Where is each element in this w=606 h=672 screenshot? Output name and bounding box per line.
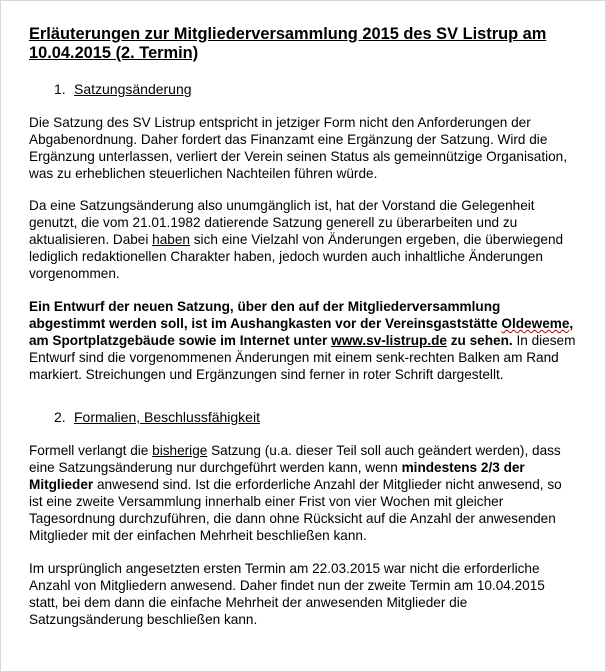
website-link[interactable]: www.sv-listrup.de — [331, 333, 447, 348]
section-number: 1. — [54, 81, 66, 97]
section-heading-satzungsaenderung — [54, 81, 192, 98]
underlined-word: bisherige — [152, 443, 208, 458]
paragraph-formell: Formell verlangt die bisherige Satzung (u.a. dieser Teil soll auch geändert werden), dass eine Satzungsänderung nur durchgeführt werden kann, wenn mindestens 2/3 der Mitglieder anwesend sind. Ist die erforderliche Anzahl der Mitglieder nicht anwesend, so ist eine zweite Versammlung innerhalb einer Frist von vier Wochen mit gleicher Tagesordnung durchzuführen, die dann ohne Rücksicht auf die Anzahl der anwesenden Mitglieder mit der einfachen Mehrheit beschließen kann. — [29, 443, 562, 543]
spellcheck-word: Oldeweme — [501, 316, 570, 331]
document-title: Erläuterungen zur Mitgliederversammlung 2015 des SV Listrup am 10.04.2015 (2. Termin) — [29, 25, 547, 62]
paragraph-termin: Im ursprünglich angesetzten ersten Termin am 22.03.2015 war nicht die erforderliche Anzahl von Mitgliedern anwesend. Daher findet nun der zweite Termin am 10.04.2015 statt, bei dem dann die einfache Mehrheit der anwesenden Mitglieder die Satzungsänderung beschließen kann. — [29, 561, 545, 627]
section-heading-formalien — [54, 409, 260, 426]
paragraph-ueberarbeitung: Da eine Satzungsänderung also unumgänglich ist, hat der Vorstand die Gelegenheit genutzt, die vom 21.01.1982 datierende Satzung generell zu überarbeiten und zu aktualisieren. Dabei haben sich eine Vielzahl von Änderungen ergeben, die überwiegend lediglich redaktionellen Charakter haben, jedoch wurden auch inhaltliche Änderungen vorgenommen. — [29, 198, 564, 281]
bold-quorum: mindestens 2/3 der Mitglieder — [29, 460, 525, 492]
section-title: Formalien, Beschlussfähigkeit — [74, 409, 260, 425]
section-title: Satzungsänderung — [74, 81, 192, 97]
section-number: 2. — [54, 409, 66, 425]
paragraph-abgabenordnung: Die Satzung des SV Listrup entspricht in jetziger Form nicht den Anforderungen der Abgabenordnung. Daher fordert das Finanzamt eine Ergänzung der Satzung. Wird die Ergänzung unterlassen, verliert der Verein seinen Status als gemeinnützige Organisation, was zu erheblichen steuerlichen Nachteilen führen würde. — [29, 115, 568, 181]
underlined-word: haben — [152, 232, 190, 247]
paragraph-entwurf: Ein Entwurf der neuen Satzung, über den auf der Mitgliederversammlung abgestimmt werden soll, ist im Aushangkasten vor der Vereinsgaststätte Oldeweme, am Sportplatzgebäude sowie im Internet unter www.sv-listrup.de zu sehen. In diesem Entwurf sind die vorgenommenen Änderungen mit einem senk-rechten Balken am Rand markiert. Streichungen und Ergänzungen sind ferner in roter Schrift dargestellt. — [29, 299, 576, 382]
